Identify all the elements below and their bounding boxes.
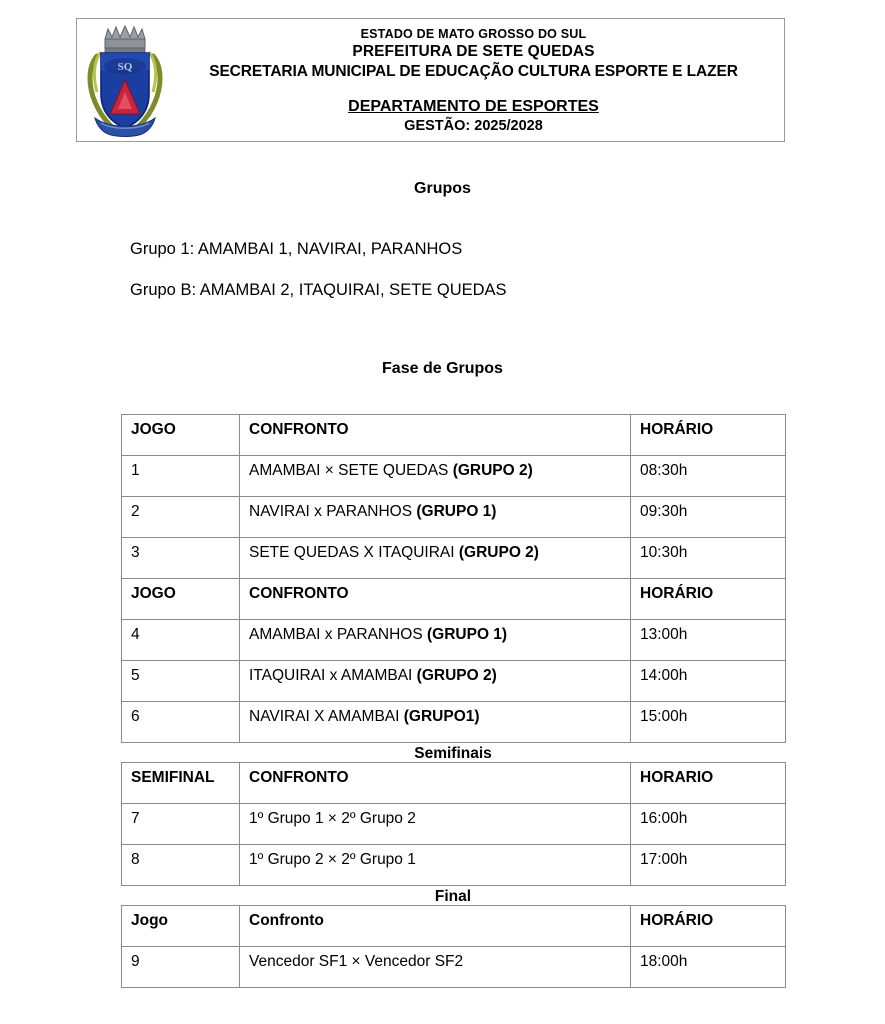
confronto-group-tag: (GRUPO 2) (458, 544, 539, 561)
phase-section-title: Fase de Grupos (382, 360, 503, 377)
table-row (122, 620, 786, 661)
final-caption: Final (434, 888, 472, 905)
confronto-text: NAVIRAI X AMAMBAI (249, 708, 404, 725)
confronto-text: SETE QUEDAS X ITAQUIRAI (249, 544, 459, 561)
cell-horario: 08:30h (631, 456, 786, 497)
cell-horario: 15:00h (631, 702, 786, 743)
cell-jogo: 6 (122, 702, 240, 743)
column-header-semifinal: SEMIFINAL (122, 763, 240, 804)
header-gestao-line: GESTÃO: 2025/2028 (404, 118, 543, 135)
cell-confronto (240, 497, 631, 538)
coat-of-arms-icon (83, 22, 167, 140)
column-header-horario: HORÁRIO (631, 906, 786, 947)
cell-confronto (240, 620, 631, 661)
column-header-jogo: JOGO (122, 415, 240, 456)
final-table (121, 905, 786, 988)
column-header-confronto: CONFRONTO (240, 763, 631, 804)
confronto-group-tag: (GRUPO 2) (416, 667, 497, 684)
cell-jogo: 3 (122, 538, 240, 579)
column-header-jogo: JOGO (122, 579, 240, 620)
table-header-row (122, 415, 786, 456)
cell-confronto (240, 661, 631, 702)
confronto-text: AMAMBAI × SETE QUEDAS (249, 462, 453, 479)
cell-jogo: 1 (122, 456, 240, 497)
cell-confronto (240, 538, 631, 579)
column-header-jogo: Jogo (122, 906, 240, 947)
cell-confronto (240, 702, 631, 743)
table-header-row (122, 763, 786, 804)
cell-horario: 16:00h (631, 804, 786, 845)
cell-jogo: 2 (122, 497, 240, 538)
table-header-row (122, 579, 786, 620)
confronto-group-tag: (GRUPO 1) (416, 503, 497, 520)
cell-horario: 14:00h (631, 661, 786, 702)
cell-horario: 17:00h (631, 845, 786, 886)
cell-horario: 10:30h (631, 538, 786, 579)
cell-horario: 13:00h (631, 620, 786, 661)
table-row (122, 456, 786, 497)
groups-section-title: Grupos (414, 180, 471, 197)
semifinais-caption: Semifinais (414, 745, 492, 762)
table-row (122, 497, 786, 538)
confronto-group-tag: (GRUPO 2) (452, 462, 533, 479)
column-header-horario: HORÁRIO (631, 579, 786, 620)
header-text-block (167, 19, 780, 141)
column-header-confronto: CONFRONTO (240, 415, 631, 456)
cell-jogo: 8 (122, 845, 240, 886)
group-list-item-1: Grupo 1: AMAMBAI 1, NAVIRAI, PARANHOS (130, 240, 463, 258)
cell-confronto: 1º Grupo 2 × 2º Grupo 1 (240, 845, 631, 886)
column-header-horario: HORÁRIO (631, 415, 786, 456)
confronto-text: ITAQUIRAI x AMAMBAI (249, 667, 417, 684)
confronto-group-tag: (GRUPO1) (403, 708, 480, 725)
table-row (122, 947, 786, 988)
table-row (122, 661, 786, 702)
cell-confronto: Vencedor SF1 × Vencedor SF2 (240, 947, 631, 988)
cell-horario: 09:30h (631, 497, 786, 538)
group-list-item-2: Grupo B: AMAMBAI 2, ITAQUIRAI, SETE QUEDAS (130, 281, 507, 299)
confronto-text: AMAMBAI x PARANHOS (249, 626, 427, 643)
table-row (122, 845, 786, 886)
cell-jogo: 7 (122, 804, 240, 845)
semifinals-table (121, 762, 786, 886)
table-row (122, 538, 786, 579)
cell-confronto (240, 456, 631, 497)
header-city-line: PREFEITURA DE SETE QUEDAS (352, 43, 595, 60)
column-header-confronto: Confronto (240, 906, 631, 947)
header-state-line: ESTADO DE MATO GROSSO DO SUL (360, 27, 587, 41)
table-header-row (122, 906, 786, 947)
group-stage-table (121, 414, 786, 743)
confronto-text: NAVIRAI x PARANHOS (249, 503, 417, 520)
document-header-box (76, 18, 785, 142)
table-row (122, 804, 786, 845)
cell-jogo: 4 (122, 620, 240, 661)
cell-horario: 18:00h (631, 947, 786, 988)
header-secretary-line: SECRETARIA MUNICIPAL DE EDUCAÇÃO CULTURA ESPORTE E LAZER (209, 62, 738, 80)
cell-jogo: 9 (122, 947, 240, 988)
column-header-confronto: CONFRONTO (240, 579, 631, 620)
table-row (122, 702, 786, 743)
header-department-line: DEPARTAMENTO DE ESPORTES (348, 98, 599, 116)
cell-confronto: 1º Grupo 1 × 2º Grupo 2 (240, 804, 631, 845)
cell-jogo: 5 (122, 661, 240, 702)
confronto-group-tag: (GRUPO 1) (427, 626, 508, 643)
svg-text:SQ: SQ (117, 61, 133, 73)
column-header-horario: HORARIO (631, 763, 786, 804)
